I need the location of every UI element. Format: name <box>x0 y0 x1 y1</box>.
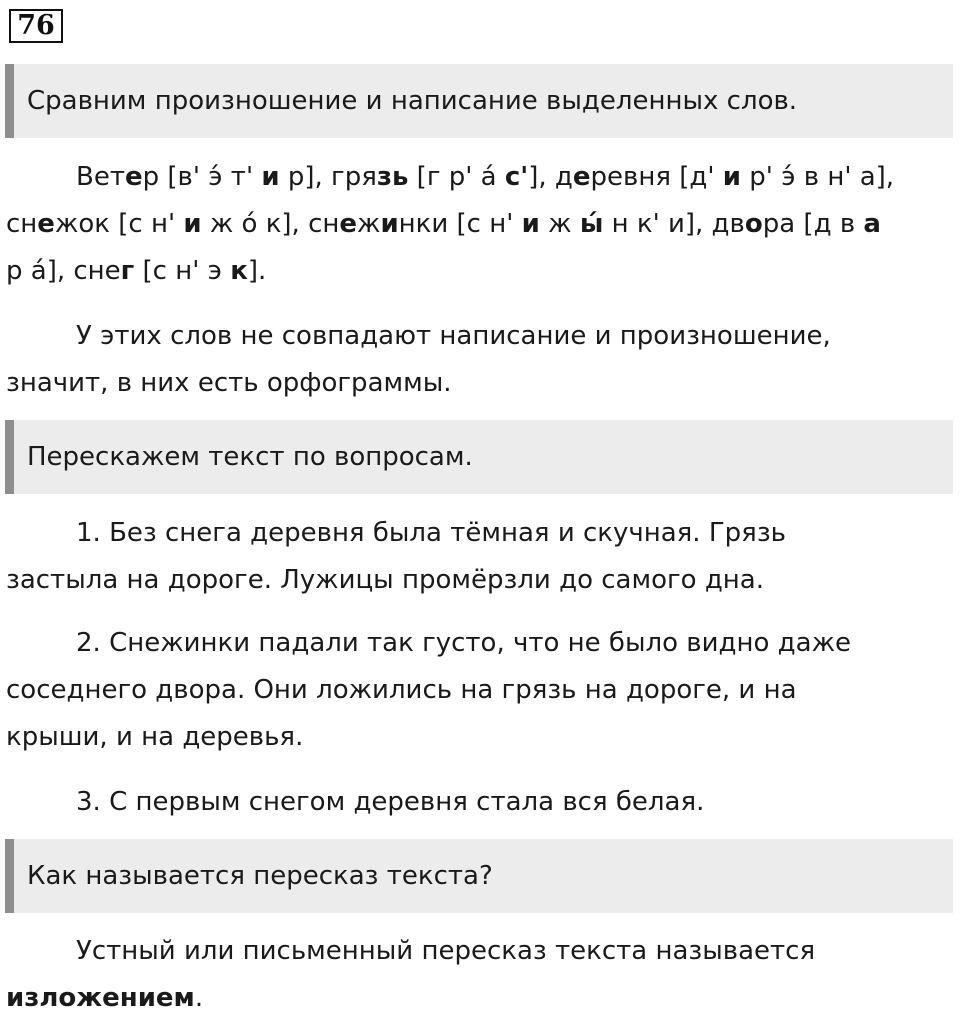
definition-period: . <box>194 983 204 1013</box>
answer-line: 1. Без снега деревня была тёмная и скучная. Грязь <box>76 518 786 548</box>
answer-line: 3. С первым снегом деревня стала вся белая. <box>76 787 705 817</box>
highlighted-letter: зь <box>376 162 409 192</box>
section2-heading: Перескажем текст по вопросам. <box>27 442 473 472</box>
text-segment: ж <box>357 209 381 239</box>
answer-paragraph-1 <box>6 510 956 604</box>
task-number: 76 <box>9 9 63 43</box>
section2-heading-banner <box>5 420 953 494</box>
section1-heading-banner <box>5 64 953 138</box>
text-segment: ж о́ к], сн <box>201 209 340 239</box>
transcription-line <box>6 201 956 248</box>
answer-line: крыши, и на деревья. <box>6 722 304 752</box>
highlighted-letter: и <box>261 162 280 192</box>
highlighted-letter: к <box>230 256 248 286</box>
text-segment: ]. <box>247 256 267 286</box>
definition-line <box>6 975 956 1022</box>
text-segment: [с н' э <box>134 256 231 286</box>
definition-term: изложением <box>6 983 195 1013</box>
text-segment: ревня [д' <box>590 162 723 192</box>
text-segment: ра [д в <box>762 209 864 239</box>
highlighted-letter: е <box>339 209 358 239</box>
highlighted-letter: е <box>124 162 143 192</box>
highlighted-letter: и <box>521 209 540 239</box>
text-segment: р' э́ в н' а], <box>741 162 895 192</box>
text-segment: р а́], сне <box>6 256 121 286</box>
text-segment: р [в' э́ т' <box>142 162 262 192</box>
section3-heading-banner <box>5 839 953 913</box>
conclusion-line: У этих слов не совпадают написание и произношение, <box>76 321 831 351</box>
highlighted-letter: и <box>183 209 202 239</box>
answer-line: 2. Снежинки падали так густо, что не было видно даже <box>76 628 851 658</box>
highlighted-letter: о <box>744 209 763 239</box>
definition-paragraph <box>6 928 956 1022</box>
highlighted-letter: а <box>863 209 881 239</box>
answer-line: застыла на дороге. Лужицы промёрзли до самого дна. <box>6 565 764 595</box>
answer-paragraph-2 <box>6 620 956 761</box>
highlighted-letter: е <box>572 162 591 192</box>
text-segment: ж <box>539 209 580 239</box>
text-segment: р], гря <box>279 162 377 192</box>
section3-heading: Как называется пересказ текста? <box>27 861 493 891</box>
highlighted-letter: с' <box>504 162 529 192</box>
highlighted-letter: и <box>380 209 399 239</box>
transcription-line <box>6 248 956 295</box>
text-segment: ], д <box>528 162 573 192</box>
answer-paragraph-3 <box>6 779 956 826</box>
highlighted-letter: г <box>120 256 135 286</box>
text-segment: Вет <box>76 162 125 192</box>
transcription-line <box>6 154 956 201</box>
conclusion-paragraph <box>6 313 956 407</box>
highlighted-letter: и <box>722 162 742 192</box>
text-segment: сн <box>6 209 38 239</box>
text-segment: н к' и], дв <box>603 209 745 239</box>
answer-line: соседнего двора. Они ложились на грязь на дороге, и на <box>6 675 797 705</box>
transcription-paragraph <box>6 154 956 295</box>
text-segment: жок [с н' <box>54 209 184 239</box>
highlighted-letter: е <box>37 209 55 239</box>
text-segment: [г р' а́ <box>408 162 505 192</box>
section1-heading: Сравним произношение и написание выделенных слов. <box>27 86 798 116</box>
text-segment: нки [с н' <box>398 209 522 239</box>
definition-line: Устный или письменный пересказ текста называется <box>76 936 816 966</box>
highlighted-letter: ы́ <box>579 209 604 239</box>
conclusion-line: значит, в них есть орфограммы. <box>6 368 452 398</box>
